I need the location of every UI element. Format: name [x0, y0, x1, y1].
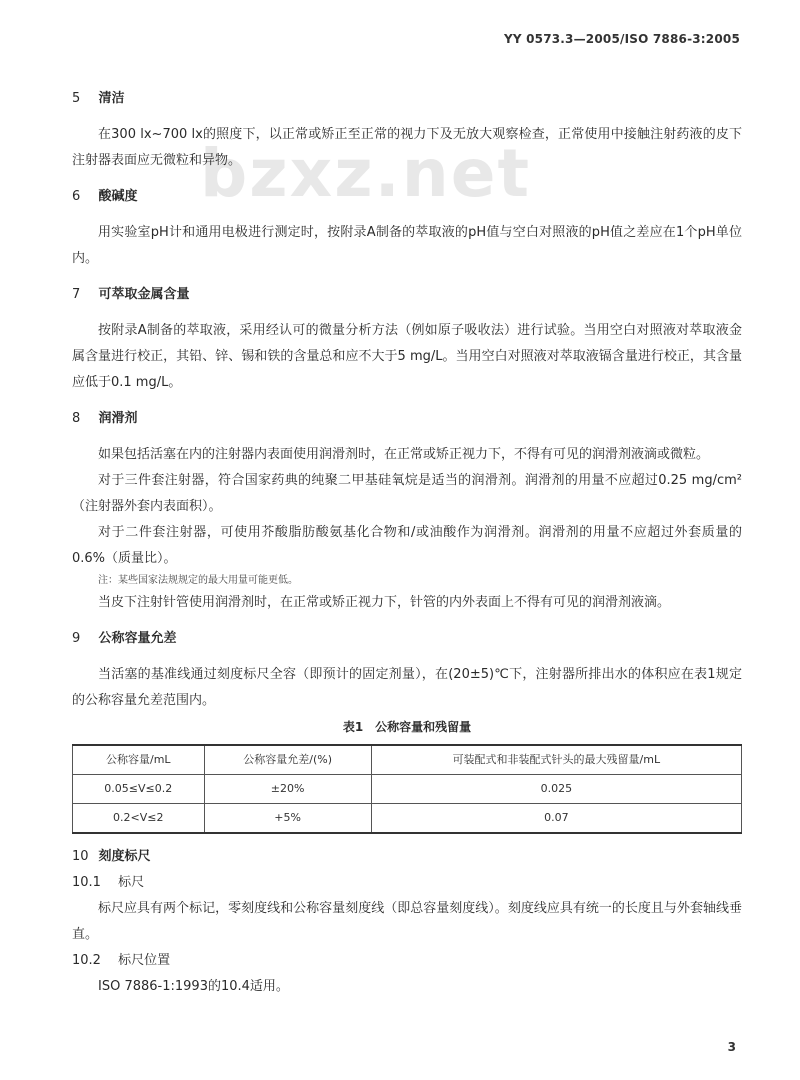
section-5-paragraph: 在300 lx~700 lx的照度下，以正常或矫正至正常的视力下及无放大观察检查，正常使用中接触注射药液的皮下注射器表面应无微粒和异物。 [72, 127, 742, 168]
page-number: 3 [727, 1040, 736, 1054]
section-8-paragraph-4: 当皮下注射针管使用润滑剂时，在正常或矫正视力下，针管的内外表面上不得有可见的润滑剂液滴。 [98, 595, 671, 610]
section-8-paragraph-3: 对于二件套注射器，可使用芥酸脂肪酸氨基化合物和/或油酸作为润滑剂。润滑剂的用量不应超过外套质量的0.6%（质量比）。 [72, 525, 742, 566]
subsection-title: 标尺位置 [118, 953, 171, 968]
section-9-paragraph: 当活塞的基准线通过刻度标尺全容（即预计的固定剂量），在(20±5)℃下，注射器所排出水的体积应在表1规定的公称容量允差范围内。 [72, 667, 742, 708]
section-5-heading [72, 86, 742, 112]
table-cell: 0.2<V≤2 [73, 804, 205, 834]
section-number: 7 [72, 287, 81, 302]
section-number: 10 [72, 849, 89, 864]
table-cell: ±20% [204, 775, 371, 804]
subsection-number: 10.1 [72, 875, 101, 890]
table-cell: 0.025 [371, 775, 741, 804]
watermark: bzxz.net [200, 135, 532, 212]
subsection-10-1-paragraph: 标尺应具有两个标记，零刻度线和公称容量刻度线（即总容量刻度线）。刻度线应具有统一的长度且与外套轴线垂直。 [72, 901, 742, 942]
table-header-row [73, 745, 742, 775]
section-8-heading [72, 406, 742, 432]
section-title: 公称容量允差 [98, 631, 177, 646]
subsection-10-2-heading [72, 948, 742, 974]
section-6-heading [72, 184, 742, 210]
table-cell: 0.07 [371, 804, 741, 834]
table-row [73, 775, 742, 804]
section-title: 刻度标尺 [98, 849, 151, 864]
section-8-paragraph-2: 对于三件套注射器，符合国家药典的纯聚二甲基硅氧烷是适当的润滑剂。润滑剂的用量不应超过0.25 mg/cm²（注射器外套内表面积）。 [72, 473, 742, 514]
subsection-number: 10.2 [72, 953, 101, 968]
section-title: 润滑剂 [98, 411, 138, 426]
section-number: 6 [72, 189, 81, 204]
table-1 [72, 744, 742, 834]
section-7-heading [72, 282, 742, 308]
section-6-paragraph: 用实验室pH计和通用电极进行测定时，按附录A制备的萃取液的pH值与空白对照液的pH值之差应在1个pH单位内。 [72, 225, 742, 266]
table-row [73, 804, 742, 834]
subsection-10-1-heading [72, 870, 742, 896]
subsection-title: 标尺 [118, 875, 145, 890]
section-10-heading [72, 844, 742, 870]
section-number: 8 [72, 411, 81, 426]
page-content [72, 86, 742, 1000]
section-number: 5 [72, 91, 81, 106]
section-8-paragraph-1: 如果包括活塞在内的注射器内表面使用润滑剂时，在正常或矫正视力下，不得有可见的润滑剂液滴或微粒。 [98, 447, 710, 462]
section-title: 酸碱度 [98, 189, 138, 204]
section-number: 9 [72, 631, 81, 646]
table-1-title: 表1 公称容量和残留量 [342, 720, 472, 734]
table-cell: +5% [204, 804, 371, 834]
table-header-cell: 公称容量允差/(%) [204, 745, 371, 775]
table-header-cell: 可装配式和非装配式针头的最大残留量/mL [371, 745, 741, 775]
section-title: 可萃取金属含量 [98, 287, 190, 302]
section-9-heading [72, 626, 742, 652]
table-cell: 0.05≤V≤0.2 [73, 775, 205, 804]
section-8-note: 注：某些国家法规规定的最大用量可能更低。 [98, 575, 298, 586]
subsection-10-2-paragraph: ISO 7886-1:1993的10.4适用。 [98, 979, 289, 994]
standard-number-header: YY 0573.3—2005/ISO 7886-3:2005 [503, 32, 740, 46]
section-title: 清洁 [98, 91, 125, 106]
table-header-cell: 公称容量/mL [73, 745, 205, 775]
section-7-paragraph: 按附录A制备的萃取液，采用经认可的微量分析方法（例如原子吸收法）进行试验。当用空白对照液对萃取液金属含量进行校正，其铅、锌、锡和铁的含量总和应不大于5 mg/L。当用空白对照液对萃取液镉含量进行校正，其含量应低于0.1 mg/L。 [72, 323, 742, 390]
